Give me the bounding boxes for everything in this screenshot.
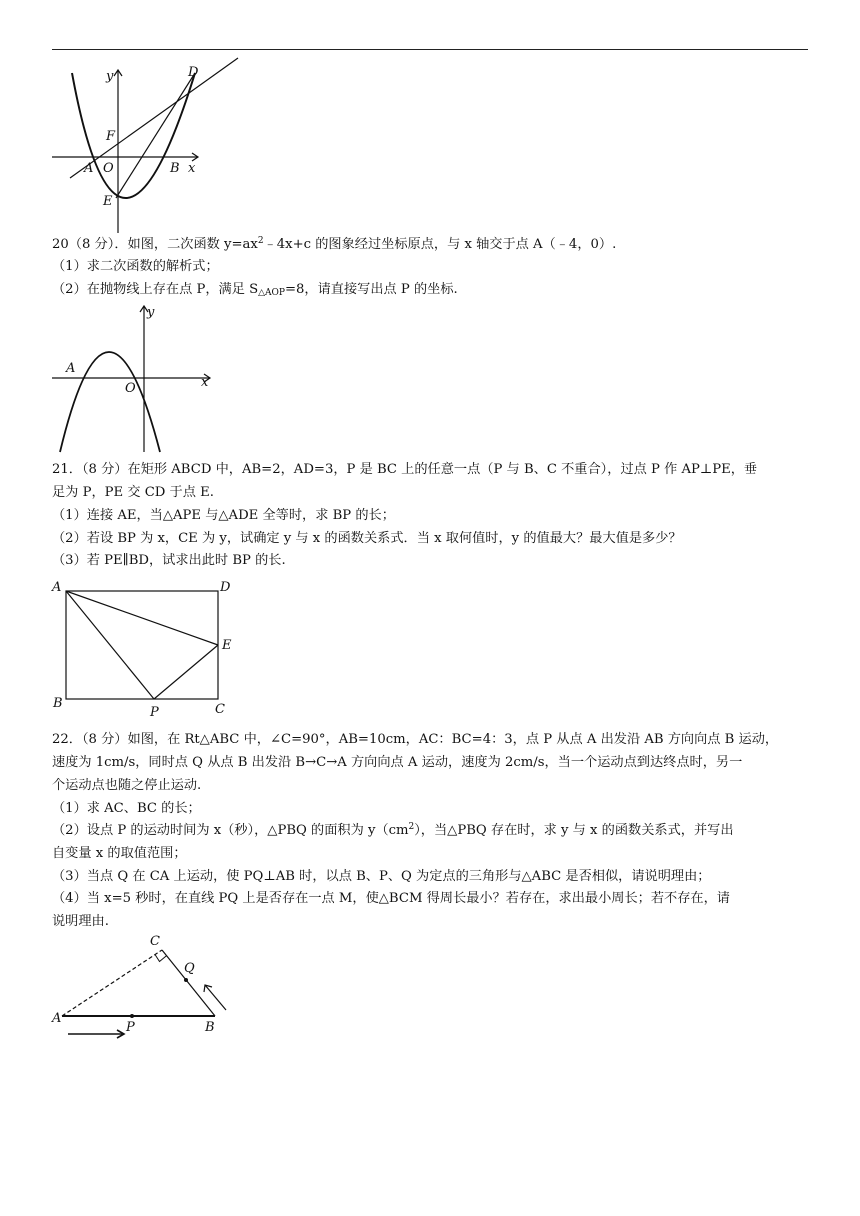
label-Q: Q xyxy=(184,961,195,976)
q20-line-3: （2）在抛物线上存在点 P，满足 $S_{\triangle AOP}=8$，请直接写出点 P 的坐标. xyxy=(52,282,458,298)
q21-line-4: （2）若设 BP 为 x，CE 为 y，试确定 y 与 x 的函数关系式．当 x 取何值时，y 的值最大？最大值是多少？ xyxy=(52,531,682,546)
q22-line-1: 22．（8 分）如图，在 Rt△ABC 中，∠C=90°，AB=10cm，AC：BC=4：3，点 P 从点 A 出发沿 AB 方向向点 B 运动， xyxy=(52,732,779,747)
q21-line-3: （1）连接 AE，当△APE 与△ADE 全等时，求 BP 的长； xyxy=(52,508,395,523)
right-angle-mark xyxy=(155,955,167,962)
label-y: y xyxy=(147,305,155,320)
point-Q-dot xyxy=(184,978,188,982)
q21-line-2: 足为 P，PE 交 CD 于点 E. xyxy=(52,485,214,500)
label-E: E xyxy=(222,638,232,653)
label-B: B xyxy=(205,1020,215,1035)
label-A: A xyxy=(66,361,76,376)
rectangle-ABCD xyxy=(66,591,218,699)
line-AD xyxy=(70,58,238,178)
parabola-curve xyxy=(72,73,195,198)
label-D: D xyxy=(220,580,231,595)
segment-AC xyxy=(62,950,162,1016)
figure-parabola-line xyxy=(50,58,210,238)
label-D: D xyxy=(188,65,199,80)
label-E: E xyxy=(103,194,113,209)
q20-line-1: 20（8 分）．如图，二次函数 $y=ax^2﹣4x+c$ 的图象经过坐标原点，与 x 轴交于点 A（﹣4，0）. xyxy=(52,236,617,252)
label-x: x xyxy=(201,375,209,390)
figure-triangle xyxy=(50,930,250,1042)
figure-rectangle xyxy=(50,578,240,720)
label-B: B xyxy=(170,161,180,176)
q20-line-2: （1）求二次函数的解析式； xyxy=(52,259,219,274)
q21-line-1: 21．（8 分）在矩形 ABCD 中，AB=2，AD=3，P 是 BC 上的任意一点（P 与 B、C 不重合），过点 P 作 AP⊥PE，垂 xyxy=(52,462,758,477)
segment-PE xyxy=(154,645,218,699)
arrow-Q-direction xyxy=(205,985,226,1010)
label-A: A xyxy=(52,580,62,595)
segment-AE xyxy=(66,591,218,645)
q22-line-9: 说明理由. xyxy=(52,914,109,929)
label-x: x xyxy=(188,161,196,176)
line-ED xyxy=(116,73,195,198)
label-A: A xyxy=(84,161,94,176)
q22-line-3: 个运动点也随之停止运动. xyxy=(52,778,202,793)
q22-line-8: （4）当 x=5 秒时，在直线 PQ 上是否存在一点 M，使△BCM 得周长最小？若存在，求出最小周长；若不存在，请 xyxy=(52,891,730,906)
q22-line-5: （2）设点 P 的运动时间为 x（秒），△PBQ 的面积为 $y(cm^2)$，当△PBQ 存在时，求 y 与 x 的函数关系式，并写出 xyxy=(52,822,734,838)
label-C: C xyxy=(215,702,225,717)
figure-parabola-q20 xyxy=(50,302,220,454)
q21-line-5: （3）若 PE∥BD，试求出此时 BP 的长. xyxy=(52,553,286,568)
label-O: O xyxy=(125,381,136,396)
label-P: P xyxy=(126,1020,135,1035)
label-P: P xyxy=(150,705,159,720)
q22-line-2: 速度为 1cm/s，同时点 Q 从点 B 出发沿 B→C→A 方向向点 A 运动，速度为 2cm/s，当一个运动点到达终点时，另一 xyxy=(52,755,743,770)
label-A: A xyxy=(52,1011,62,1026)
header-rule xyxy=(52,49,808,50)
segment-CB xyxy=(162,950,215,1016)
point-P-dot xyxy=(130,1014,134,1018)
label-y: y xyxy=(106,69,114,84)
q22-line-6: 自变量 x 的取值范围； xyxy=(52,846,187,861)
label-B: B xyxy=(53,696,63,711)
q22-line-4: （1）求 AC、BC 的长； xyxy=(52,801,201,816)
label-F: F xyxy=(106,129,116,144)
label-O: O xyxy=(103,161,114,176)
label-C: C xyxy=(150,934,160,949)
q22-line-7: （3）当点 Q 在 CA 上运动，使 PQ⊥AB 时，以点 B、P、Q 为定点的三角形与△ABC 是否相似，请说明理由； xyxy=(52,869,711,884)
